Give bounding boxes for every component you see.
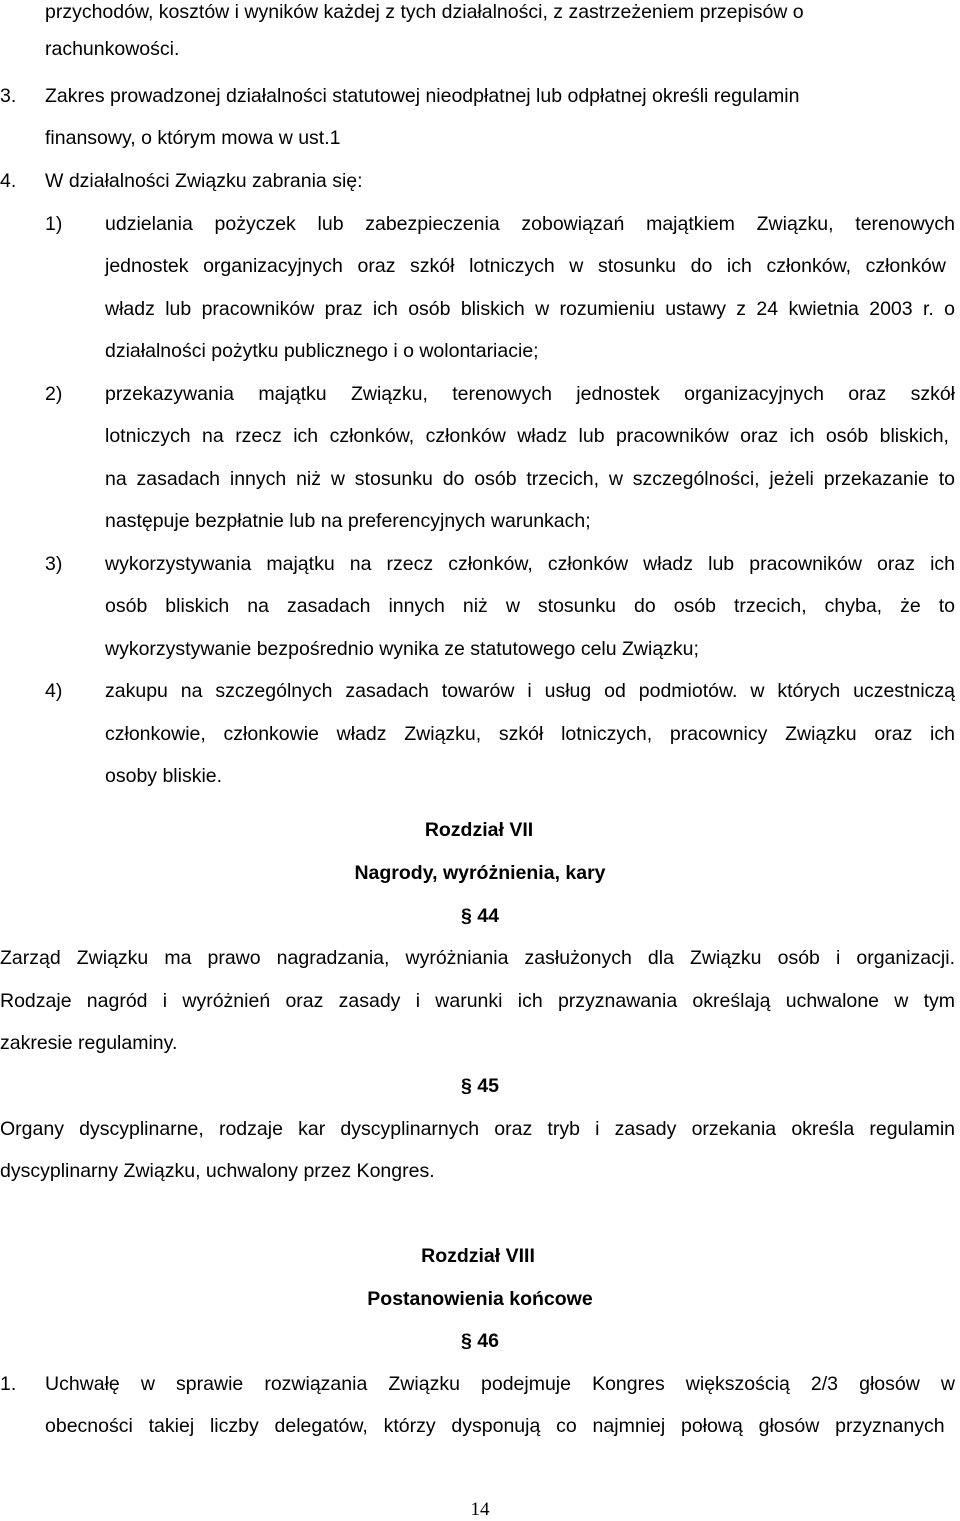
intro-line-1: przychodów, kosztów i wyników każdej z tych działalności, z zastrzeżeniem przepisów o (45, 1, 804, 23)
chapter-7-title: Rozdział VII (424, 819, 534, 841)
item-3-number: 3. (0, 85, 17, 107)
paragraph-46-item-1-line-1: Uchwałę w sprawie rozwiązania Związku podejmuje Kongres większością 2/3 głosów w (45, 1373, 955, 1395)
chapter-8-subtitle: Postanowienia końcowe (367, 1288, 593, 1310)
subitem-4-line-1: zakupu na szczególnych zasadach towarów i usług od podmiotów. w których uczestniczą (105, 680, 955, 702)
subitem-1-line-3: władz lub pracowników praz ich osób bliskich w rozumieniu ustawy z 24 kwietnia 2003 r. o (105, 298, 955, 320)
chapter-8-title: Rozdział VIII (421, 1245, 535, 1267)
item-3-line-2: finansowy, o którym mowa w ust.1 (45, 127, 341, 149)
paragraph-46-heading: § 46 (461, 1330, 499, 1352)
item-4-number: 4. (0, 170, 17, 192)
subitem-1-number: 1) (45, 213, 63, 235)
paragraph-45-heading: § 45 (461, 1075, 499, 1097)
item-4-line-1: W działalności Związku zabrania się: (45, 170, 363, 192)
paragraph-44-line-2: Rodzaje nagród i wyróżnień oraz zasady i warunki ich przyznawania określają uchwalone w tym (0, 990, 955, 1012)
paragraph-46-item-1-number: 1. (0, 1373, 17, 1395)
paragraph-44-line-1: Zarząd Związku ma prawo nagradzania, wyróżniania zasłużonych dla Związku osób i organizacji. (0, 947, 955, 969)
subitem-2-line-1: przekazywania majątku Związku, terenowych jednostek organizacyjnych oraz szkół (105, 383, 955, 405)
page-number: 14 (470, 1499, 490, 1520)
subitem-4-line-2: członkowie, członkowie władz Związku, szkół lotniczych, pracownicy Związku oraz ich (105, 723, 955, 745)
subitem-2-number: 2) (45, 383, 63, 405)
subitem-4-number: 4) (45, 680, 63, 702)
paragraph-45-line-2: dyscyplinarny Związku, uchwalony przez Kongres. (0, 1160, 435, 1182)
subitem-3-line-3: wykorzystywanie bezpośrednio wynika ze statutowego celu Związku; (105, 638, 699, 660)
subitem-1-line-4: działalności pożytku publicznego i o wolontariacie; (105, 340, 539, 362)
subitem-4-line-3: osoby bliskie. (105, 765, 223, 787)
item-3-line-1-text: Zakres prowadzonej działalności statutowej nieodpłatnej lub odpłatnej określi regulamin (45, 85, 800, 107)
subitem-3-line-2: osób bliskich na zasadach innych niż w stosunku do osób trzecich, chyba, że to (105, 595, 955, 617)
subitem-2-line-2: lotniczych na rzecz ich członków, członków władz lub pracowników oraz ich osób bliskich, (105, 425, 949, 447)
subitem-2-line-3: na zasadach innych niż w stosunku do osób trzecich, w szczególności, jeżeli przekazanie to (105, 468, 955, 490)
subitem-2-line-4: następuje bezpłatnie lub na preferencyjnych warunkach; (105, 510, 591, 532)
item-3-line-1 (45, 84, 879, 108)
subitem-1-line-1: udzielania pożyczek lub zabezpieczenia zobowiązań majątkiem Związku, terenowych (105, 213, 955, 235)
paragraph-44-heading: § 44 (461, 905, 499, 927)
paragraph-45-line-1: Organy dyscyplinarne, rodzaje kar dyscyplinarnych oraz tryb i zasady orzekania określa regulamin (0, 1118, 955, 1140)
subitem-1-line-2: jednostek organizacyjnych oraz szkół lotniczych w stosunku do ich członków, członków (105, 255, 946, 277)
paragraph-44-line-3: zakresie regulaminy. (0, 1032, 178, 1054)
chapter-7-subtitle: Nagrody, wyróżnienia, kary (354, 862, 606, 884)
subitem-3-number: 3) (45, 553, 63, 575)
paragraph-46-item-1-line-2: obecności takiej liczby delegatów, którzy dysponują co najmniej połową głosów przyznanych (45, 1415, 945, 1437)
intro-line-2: rachunkowości. (45, 38, 180, 60)
subitem-3-line-1: wykorzystywania majątku na rzecz członków, członków władz lub pracowników oraz ich (105, 553, 955, 575)
